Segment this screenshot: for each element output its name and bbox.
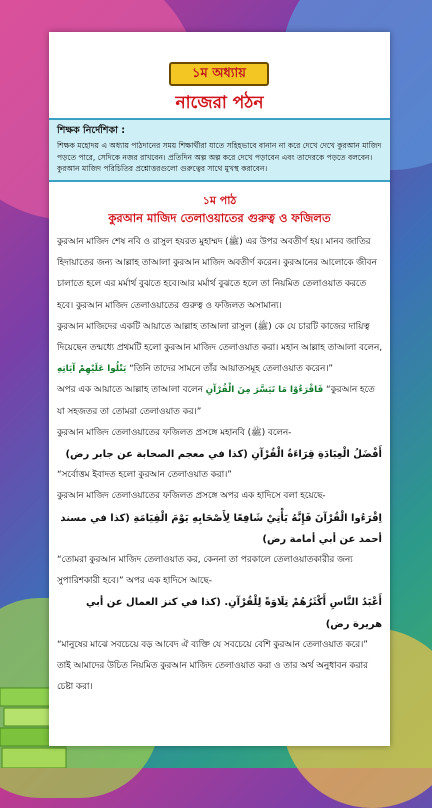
paragraph: [57, 317, 382, 381]
verse-translation: “কুরআন হতে যা সহজতর তা তোমরা তেলাওয়াত কর।”: [57, 385, 375, 417]
verse-translation: “তিনি তাদের সামনে তাঁর আয়াতসমূহ তেলাওয়াত করেন।”: [129, 364, 333, 375]
hadith-translation: “মানুষের মাঝে সবচেয়ে বড় আবেদ ঐ ব্যক্তি যে সবচেয়ে বেশি কুরআন তেলাওয়াত করে।”: [57, 639, 368, 650]
section-subtitle: কুরআন মাজিদ তেলাওয়াতের গুরুত্ব ও ফজিলত: [108, 211, 331, 225]
hadith-arabic: أَفْضَلُ الْعِبَادَةِ قِرَاءَةُ الْقُرْآنِ (كذا في معجم الصحابة عن جابر رض): [65, 449, 382, 461]
paragraph: [57, 380, 382, 422]
paragraph: তাই আমাদের উচিত নিয়মিত কুরআন মাজিদ তেলাওয়াত করা ও তার অর্থ অনুধাবন করার চেষ্টা করা।: [57, 661, 368, 693]
textbook-page[interactable]: [49, 32, 390, 746]
teacher-guide-heading: শিক্ষক নির্দেশিকা :: [57, 125, 126, 136]
paragraph: কুরআন মাজিদ শেষ নবি ও রাসুল হযরত মুহাম্মদ (ﷺ) এর উপর অবতীর্ণ হয়। মানব জাতির হিদায়াতের জন্য আল্লাহ তাআলা কুরআন মাজিদ অবতীর্ণ করেন। কুরআনের আলোকে জীবন চালাতে হলে এর মর্মার্থ বুঝতে হবে।আর মর্মার্থ বুঝতে হলে তা নিয়মিত তেলাওয়াত করতে হবে। কুরআন মাজিদ তেলাওয়াতের গুরুত্ব ও ফজিলত অসামান্য।: [57, 237, 377, 311]
lesson-title: নাজেরা পঠন: [175, 93, 264, 113]
hadith-arabic: أَعْبَدُ النَّاسِ أَكْثَرُهُمْ تِلَاوَةً لِلْقُرْآنِ. (كذا في كنز العمال عن أبي هريرة رض): [85, 597, 382, 630]
lesson-body: [57, 232, 382, 698]
hadith-translation: “সর্বোত্তম ইবাদত হলো কুরআন তেলাওয়াত করা।”: [57, 470, 232, 481]
arabic-verse: يَتْلُوا عَلَيْهِمْ آيَاتِهِ: [57, 364, 127, 375]
hadith-arabic: اِقْرَءُوا الْقُرْآنَ فَإِنَّهُ يَأْتِيْ شَافِعًا لِأَصْحَابِهِ يَوْمَ الْقِيَامَةِ (كذا في مسند أحمد عن أبي أمامة رض): [60, 512, 382, 545]
chapter-label: ১ম অধ্যায়: [169, 62, 269, 86]
paragraph-text: অপর এক আয়াতে আল্লাহ তাআলা বলেন: [57, 385, 203, 396]
paragraph: কুরআন মাজিদ তেলাওয়াতের ফজিলত প্রসঙ্গে অপর এক হাদিসে বলা হয়েছে-: [57, 491, 326, 502]
paragraph-text: কুরআন মাজিদের একটি আয়াতে আল্লাহ তাআলা রাসুল (ﷺ) কে যে চারটি কাজের দায়িত্ব দিয়েছেন তন্মধ্যে প্রথমটি হলো কুরআন মাজিদ তেলাওয়াত করা। মহান আল্লাহ তাআলা বলেন,: [57, 321, 382, 354]
part-label: ১ম পাঠ: [202, 194, 237, 207]
teacher-guide-text: শিক্ষক মহোদয় এ অধ্যায় পাঠদানের সময় শিক্ষার্থীরা যাতে সহিহভাবে বানান না করে দেখে দেখে কুরআন মাজিদ পড়তে পারে, সেদিকে নজর রাখবেন। প্রতিদিন অল্প অল্প করে দেখে পড়াবেন এবং তাদেরকে পড়তে বলবেন। কুরআন মাজিদ পরিচিতির প্রশ্নোত্তরগুলো গুরুত্বের সাথে মুখস্থ করাবেন।: [57, 141, 382, 173]
arabic-verse: فَاقْرَءُوْا مَا تَيَسَّرَ مِنَ الْقُرْآنِ: [205, 385, 324, 396]
hadith-translation: “তোমরা কুরআন মাজিদ তেলাওয়াত কর, কেননা তা পরকালে তেলাওয়াতকারীর জন্য সুপারিশকারী হবে।” অপর এক হাদিসে আছে-: [57, 555, 353, 587]
teacher-guide-box: [49, 118, 390, 182]
paragraph: কুরআন মাজিদ তেলাওয়াতের ফজিলত প্রসঙ্গে মহানবি (ﷺ) বলেন-: [57, 427, 292, 438]
